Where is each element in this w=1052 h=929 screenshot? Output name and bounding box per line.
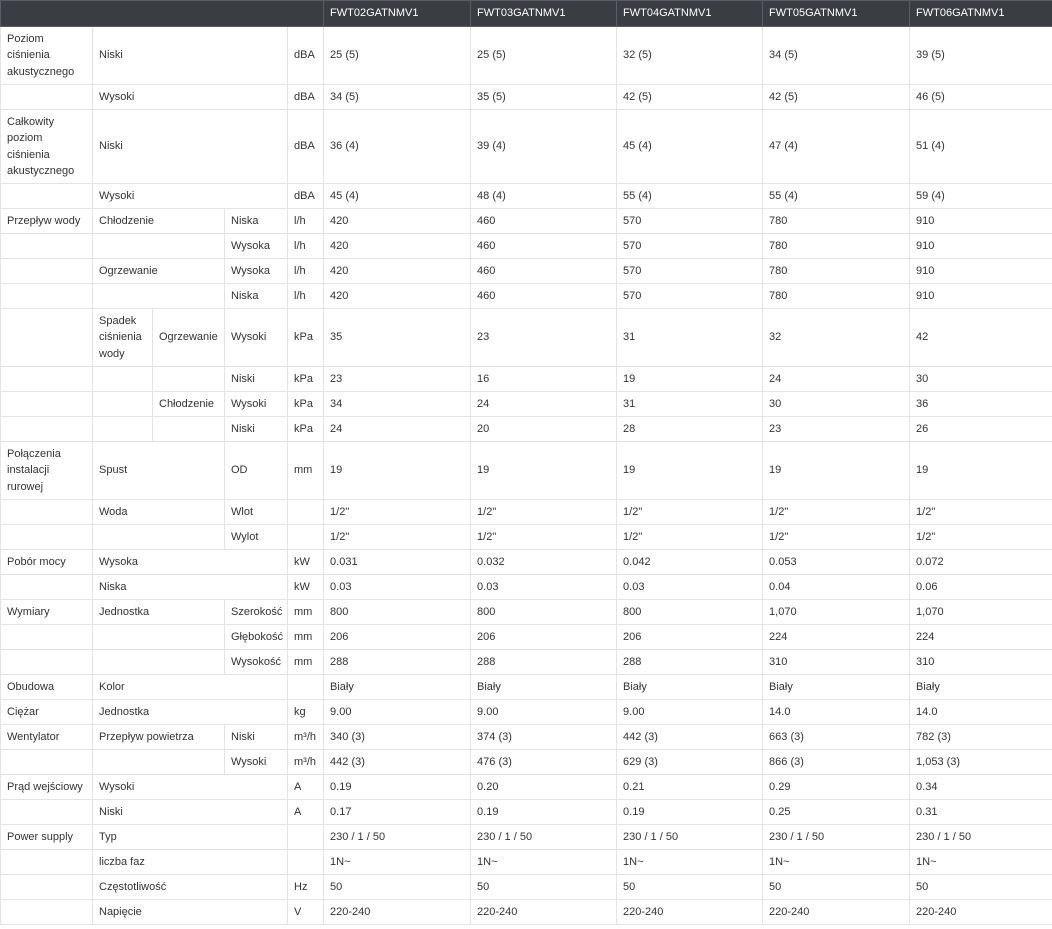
value-cell: 19 xyxy=(763,442,910,500)
table-row xyxy=(1,575,1052,600)
row-detail: Niska xyxy=(225,284,288,309)
value-cell: 0.04 xyxy=(763,575,910,600)
row-subcategory xyxy=(93,625,225,650)
value-cell: 19 xyxy=(324,442,471,500)
value-cell: 0.19 xyxy=(324,775,471,800)
model-header: FWT06GATNMV1 xyxy=(910,1,1052,27)
row-subcategory: Niski xyxy=(93,800,288,825)
value-cell: 460 xyxy=(471,284,617,309)
value-cell: 0.17 xyxy=(324,800,471,825)
row-category xyxy=(1,234,93,259)
row-mode xyxy=(153,367,225,392)
value-cell: 50 xyxy=(763,875,910,900)
table-row xyxy=(1,650,1052,675)
value-cell: 224 xyxy=(763,625,910,650)
value-cell: 25 (5) xyxy=(471,27,617,85)
row-unit: kPa xyxy=(288,392,324,417)
table-row xyxy=(1,775,1052,800)
value-cell: 1/2" xyxy=(324,525,471,550)
value-cell: 0.06 xyxy=(910,575,1052,600)
row-unit: kPa xyxy=(288,309,324,367)
row-category: Power supply xyxy=(1,825,93,850)
row-unit: mm xyxy=(288,600,324,625)
row-mode: Ogrzewanie xyxy=(153,309,225,367)
value-cell: 442 (3) xyxy=(617,725,763,750)
value-cell: 800 xyxy=(471,600,617,625)
value-cell: 220-240 xyxy=(763,900,910,925)
value-cell: 31 xyxy=(617,392,763,417)
row-category xyxy=(1,500,93,525)
value-cell: 782 (3) xyxy=(910,725,1052,750)
value-cell: 570 xyxy=(617,284,763,309)
value-cell: 910 xyxy=(910,284,1052,309)
value-cell: 45 (4) xyxy=(617,110,763,184)
table-row xyxy=(1,750,1052,775)
row-subcategory: Jednostka xyxy=(93,600,225,625)
row-category xyxy=(1,525,93,550)
table-row xyxy=(1,800,1052,825)
value-cell: 9.00 xyxy=(617,700,763,725)
value-cell: 374 (3) xyxy=(471,725,617,750)
row-subcategory xyxy=(93,525,225,550)
value-cell: 420 xyxy=(324,209,471,234)
row-subcategory: Ogrzewanie xyxy=(93,259,225,284)
row-unit: l/h xyxy=(288,209,324,234)
value-cell: 26 xyxy=(910,417,1052,442)
value-cell: 36 (4) xyxy=(324,110,471,184)
row-category xyxy=(1,284,93,309)
value-cell: 0.21 xyxy=(617,775,763,800)
row-mode: Chłodzenie xyxy=(153,392,225,417)
value-cell: 25 (5) xyxy=(324,27,471,85)
value-cell: 55 (4) xyxy=(763,184,910,209)
value-cell: 23 xyxy=(324,367,471,392)
value-cell: 0.053 xyxy=(763,550,910,575)
value-cell: 1,070 xyxy=(763,600,910,625)
value-cell: 34 (5) xyxy=(763,27,910,85)
value-cell: 800 xyxy=(324,600,471,625)
row-category xyxy=(1,417,93,442)
value-cell: 0.31 xyxy=(910,800,1052,825)
value-cell: 460 xyxy=(471,259,617,284)
row-unit xyxy=(288,500,324,525)
value-cell: 0.25 xyxy=(763,800,910,825)
value-cell: 420 xyxy=(324,259,471,284)
value-cell: 780 xyxy=(763,234,910,259)
value-cell: 460 xyxy=(471,234,617,259)
row-unit: mm xyxy=(288,442,324,500)
row-category xyxy=(1,875,93,900)
row-category xyxy=(1,367,93,392)
header-blank xyxy=(1,1,324,27)
row-category xyxy=(1,750,93,775)
row-unit: kW xyxy=(288,550,324,575)
header-row xyxy=(1,1,1052,27)
value-cell: 24 xyxy=(763,367,910,392)
row-unit: A xyxy=(288,775,324,800)
row-category: Obudowa xyxy=(1,675,93,700)
row-category: Wymiary xyxy=(1,600,93,625)
row-unit: dBA xyxy=(288,184,324,209)
value-cell: 23 xyxy=(763,417,910,442)
row-category xyxy=(1,309,93,367)
value-cell: 59 (4) xyxy=(910,184,1052,209)
row-unit: mm xyxy=(288,650,324,675)
table-row xyxy=(1,625,1052,650)
table-row xyxy=(1,27,1052,85)
value-cell: 34 xyxy=(324,392,471,417)
row-subcategory xyxy=(93,417,153,442)
value-cell: 910 xyxy=(910,234,1052,259)
row-detail: Niska xyxy=(225,209,288,234)
table-row xyxy=(1,367,1052,392)
value-cell: 31 xyxy=(617,309,763,367)
value-cell: 780 xyxy=(763,209,910,234)
row-unit: l/h xyxy=(288,284,324,309)
row-detail: Wysoki xyxy=(225,309,288,367)
table-row xyxy=(1,875,1052,900)
table-row xyxy=(1,675,1052,700)
value-cell: 45 (4) xyxy=(324,184,471,209)
row-subcategory: Niska xyxy=(93,575,288,600)
value-cell: 310 xyxy=(910,650,1052,675)
row-detail: Wylot xyxy=(225,525,288,550)
value-cell: 39 (5) xyxy=(910,27,1052,85)
row-detail: OD xyxy=(225,442,288,500)
row-unit: kPa xyxy=(288,367,324,392)
value-cell: 48 (4) xyxy=(471,184,617,209)
row-detail: Wysoki xyxy=(225,750,288,775)
row-category: Ciężar xyxy=(1,700,93,725)
value-cell: 9.00 xyxy=(324,700,471,725)
table-row xyxy=(1,309,1052,367)
row-category xyxy=(1,650,93,675)
value-cell: 780 xyxy=(763,284,910,309)
table-row xyxy=(1,209,1052,234)
value-cell: 866 (3) xyxy=(763,750,910,775)
row-unit: kW xyxy=(288,575,324,600)
row-unit xyxy=(288,675,324,700)
row-detail: Wysoka xyxy=(225,234,288,259)
row-unit: V xyxy=(288,900,324,925)
value-cell: 420 xyxy=(324,284,471,309)
table-row xyxy=(1,259,1052,284)
value-cell: 0.03 xyxy=(324,575,471,600)
row-subcategory: Przepływ powietrza xyxy=(93,725,225,750)
value-cell: 55 (4) xyxy=(617,184,763,209)
row-subcategory: Woda xyxy=(93,500,225,525)
row-detail: Niski xyxy=(225,725,288,750)
row-unit: m³/h xyxy=(288,725,324,750)
table-row xyxy=(1,417,1052,442)
value-cell: 23 xyxy=(471,309,617,367)
value-cell: 14.0 xyxy=(910,700,1052,725)
value-cell: 288 xyxy=(471,650,617,675)
row-unit: dBA xyxy=(288,27,324,85)
table-row xyxy=(1,825,1052,850)
value-cell: 1/2" xyxy=(617,525,763,550)
value-cell: 570 xyxy=(617,234,763,259)
value-cell: 230 / 1 / 50 xyxy=(324,825,471,850)
value-cell: 42 xyxy=(910,309,1052,367)
value-cell: Biały xyxy=(324,675,471,700)
value-cell: 19 xyxy=(617,367,763,392)
value-cell: 420 xyxy=(324,234,471,259)
value-cell: 1N~ xyxy=(763,850,910,875)
row-category: Pobór mocy xyxy=(1,550,93,575)
row-mode xyxy=(153,417,225,442)
table-row xyxy=(1,725,1052,750)
row-unit: l/h xyxy=(288,234,324,259)
value-cell: 30 xyxy=(910,367,1052,392)
value-cell: Biały xyxy=(763,675,910,700)
value-cell: 230 / 1 / 50 xyxy=(763,825,910,850)
value-cell: 19 xyxy=(471,442,617,500)
table-row xyxy=(1,500,1052,525)
value-cell: 35 xyxy=(324,309,471,367)
value-cell: 460 xyxy=(471,209,617,234)
row-category xyxy=(1,184,93,209)
row-unit: dBA xyxy=(288,85,324,110)
value-cell: 0.031 xyxy=(324,550,471,575)
value-cell: 800 xyxy=(617,600,763,625)
row-subcategory: Niski xyxy=(93,27,288,85)
table-row xyxy=(1,850,1052,875)
value-cell: 310 xyxy=(763,650,910,675)
value-cell: 230 / 1 / 50 xyxy=(910,825,1052,850)
row-subcategory: Typ xyxy=(93,825,288,850)
row-unit: kPa xyxy=(288,417,324,442)
model-header: FWT03GATNMV1 xyxy=(471,1,617,27)
row-subcategory: Spadek ciśnienia wody xyxy=(93,309,153,367)
value-cell: 1N~ xyxy=(617,850,763,875)
value-cell: 1N~ xyxy=(324,850,471,875)
table-row xyxy=(1,900,1052,925)
row-subcategory: Kolor xyxy=(93,675,288,700)
row-unit: l/h xyxy=(288,259,324,284)
row-subcategory: Chłodzenie xyxy=(93,209,225,234)
value-cell: 32 xyxy=(763,309,910,367)
value-cell: 39 (4) xyxy=(471,110,617,184)
value-cell: 224 xyxy=(910,625,1052,650)
value-cell: 230 / 1 / 50 xyxy=(471,825,617,850)
row-subcategory xyxy=(93,650,225,675)
value-cell: 46 (5) xyxy=(910,85,1052,110)
row-unit: kg xyxy=(288,700,324,725)
row-category xyxy=(1,259,93,284)
value-cell: Biały xyxy=(617,675,763,700)
model-header: FWT05GATNMV1 xyxy=(763,1,910,27)
row-subcategory: Wysoka xyxy=(93,550,288,575)
value-cell: 1,053 (3) xyxy=(910,750,1052,775)
model-header: FWT04GATNMV1 xyxy=(617,1,763,27)
row-category xyxy=(1,900,93,925)
row-subcategory xyxy=(93,392,153,417)
value-cell: 220-240 xyxy=(324,900,471,925)
value-cell: 0.29 xyxy=(763,775,910,800)
value-cell: 220-240 xyxy=(910,900,1052,925)
row-category xyxy=(1,575,93,600)
value-cell: 32 (5) xyxy=(617,27,763,85)
value-cell: 0.03 xyxy=(471,575,617,600)
row-unit xyxy=(288,825,324,850)
value-cell: 230 / 1 / 50 xyxy=(617,825,763,850)
row-unit: dBA xyxy=(288,110,324,184)
row-subcategory: Częstotliwość xyxy=(93,875,288,900)
value-cell: 1/2" xyxy=(910,525,1052,550)
row-subcategory xyxy=(93,234,225,259)
row-detail: Wysokość xyxy=(225,650,288,675)
row-subcategory: Spust xyxy=(93,442,225,500)
value-cell: 47 (4) xyxy=(763,110,910,184)
row-subcategory xyxy=(93,367,153,392)
row-unit: Hz xyxy=(288,875,324,900)
value-cell: 220-240 xyxy=(617,900,763,925)
row-subcategory: Wysoki xyxy=(93,85,288,110)
value-cell: 0.19 xyxy=(471,800,617,825)
row-detail: Niski xyxy=(225,367,288,392)
value-cell: 42 (5) xyxy=(617,85,763,110)
value-cell: Biały xyxy=(910,675,1052,700)
value-cell: 780 xyxy=(763,259,910,284)
value-cell: 663 (3) xyxy=(763,725,910,750)
value-cell: 1/2" xyxy=(763,525,910,550)
value-cell: 14.0 xyxy=(763,700,910,725)
row-subcategory: Niski xyxy=(93,110,288,184)
value-cell: 50 xyxy=(324,875,471,900)
value-cell: 910 xyxy=(910,209,1052,234)
value-cell: 28 xyxy=(617,417,763,442)
row-subcategory xyxy=(93,750,225,775)
value-cell: 0.032 xyxy=(471,550,617,575)
value-cell: 442 (3) xyxy=(324,750,471,775)
value-cell: 1/2" xyxy=(910,500,1052,525)
value-cell: 206 xyxy=(617,625,763,650)
table-row xyxy=(1,700,1052,725)
value-cell: 0.19 xyxy=(617,800,763,825)
value-cell: 42 (5) xyxy=(763,85,910,110)
table-row xyxy=(1,550,1052,575)
row-unit: A xyxy=(288,800,324,825)
row-detail: Szerokość xyxy=(225,600,288,625)
row-category xyxy=(1,800,93,825)
table-row xyxy=(1,184,1052,209)
row-subcategory: Wysoki xyxy=(93,184,288,209)
value-cell: 340 (3) xyxy=(324,725,471,750)
table-row xyxy=(1,392,1052,417)
table-row xyxy=(1,234,1052,259)
table-row xyxy=(1,85,1052,110)
value-cell: 1/2" xyxy=(763,500,910,525)
value-cell: 570 xyxy=(617,259,763,284)
value-cell: 0.042 xyxy=(617,550,763,575)
row-detail: Niski xyxy=(225,417,288,442)
value-cell: 1/2" xyxy=(617,500,763,525)
row-category xyxy=(1,392,93,417)
value-cell: 0.34 xyxy=(910,775,1052,800)
value-cell: 36 xyxy=(910,392,1052,417)
value-cell: 0.072 xyxy=(910,550,1052,575)
row-category: Prąd wejściowy xyxy=(1,775,93,800)
row-category xyxy=(1,850,93,875)
row-subcategory: Jednostka xyxy=(93,700,288,725)
row-category xyxy=(1,625,93,650)
table-row xyxy=(1,284,1052,309)
value-cell: 629 (3) xyxy=(617,750,763,775)
value-cell: 35 (5) xyxy=(471,85,617,110)
value-cell: 1N~ xyxy=(910,850,1052,875)
value-cell: 24 xyxy=(324,417,471,442)
value-cell: 0.20 xyxy=(471,775,617,800)
value-cell: 20 xyxy=(471,417,617,442)
row-detail: Wlot xyxy=(225,500,288,525)
row-category: Całkowity poziom ciśnienia akustycznego xyxy=(1,110,93,184)
value-cell: 476 (3) xyxy=(471,750,617,775)
value-cell: 16 xyxy=(471,367,617,392)
value-cell: 206 xyxy=(471,625,617,650)
row-unit xyxy=(288,850,324,875)
row-category xyxy=(1,85,93,110)
row-category: Poziom ciśnienia akustycznego xyxy=(1,27,93,85)
row-unit: mm xyxy=(288,625,324,650)
row-subcategory: Napięcie xyxy=(93,900,288,925)
value-cell: 1/2" xyxy=(324,500,471,525)
row-subcategory: Wysoki xyxy=(93,775,288,800)
value-cell: 910 xyxy=(910,259,1052,284)
value-cell: 570 xyxy=(617,209,763,234)
row-detail: Wysoka xyxy=(225,259,288,284)
value-cell: 220-240 xyxy=(471,900,617,925)
row-category: Przepływ wody xyxy=(1,209,93,234)
value-cell: 206 xyxy=(324,625,471,650)
row-subcategory: liczba faz xyxy=(93,850,288,875)
value-cell: 9.00 xyxy=(471,700,617,725)
value-cell: 51 (4) xyxy=(910,110,1052,184)
value-cell: 19 xyxy=(910,442,1052,500)
value-cell: 0.03 xyxy=(617,575,763,600)
table-row xyxy=(1,110,1052,184)
value-cell: 1/2" xyxy=(471,525,617,550)
model-header: FWT02GATNMV1 xyxy=(324,1,471,27)
value-cell: 50 xyxy=(910,875,1052,900)
value-cell: 288 xyxy=(617,650,763,675)
value-cell: 1/2" xyxy=(471,500,617,525)
value-cell: 19 xyxy=(617,442,763,500)
value-cell: 50 xyxy=(471,875,617,900)
table-row xyxy=(1,600,1052,625)
row-unit: m³/h xyxy=(288,750,324,775)
value-cell: 50 xyxy=(617,875,763,900)
value-cell: 30 xyxy=(763,392,910,417)
row-detail: Głębokość xyxy=(225,625,288,650)
value-cell: 1,070 xyxy=(910,600,1052,625)
value-cell: 24 xyxy=(471,392,617,417)
row-unit xyxy=(288,525,324,550)
table-row xyxy=(1,442,1052,500)
row-category: Połączenia instalacji rurowej xyxy=(1,442,93,500)
row-subcategory xyxy=(93,284,225,309)
row-category: Wentylator xyxy=(1,725,93,750)
value-cell: 34 (5) xyxy=(324,85,471,110)
value-cell: 1N~ xyxy=(471,850,617,875)
row-detail: Wysoki xyxy=(225,392,288,417)
table-row xyxy=(1,525,1052,550)
value-cell: Biały xyxy=(471,675,617,700)
value-cell: 288 xyxy=(324,650,471,675)
